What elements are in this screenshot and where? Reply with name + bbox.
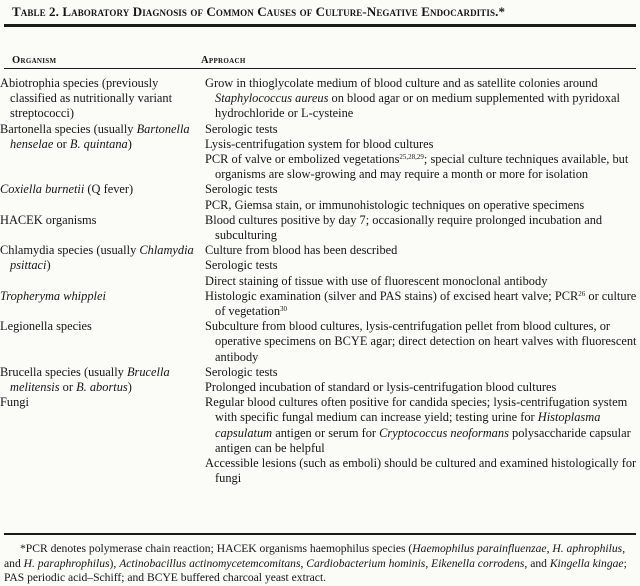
table-row (0, 289, 640, 319)
table-row (0, 122, 640, 183)
approach-line: Serologic tests (205, 258, 278, 273)
table-row (0, 395, 640, 486)
header-rule (4, 68, 636, 69)
approach-cell (203, 213, 640, 243)
approach-cell (203, 122, 640, 183)
approach-cell (203, 289, 640, 319)
organism-cell: Abiotrophia species (previously classified as nutritionally variant streptococci) (0, 76, 173, 121)
approach-cell (203, 76, 640, 122)
approach-cell (203, 395, 640, 486)
header-organism: Organism (12, 55, 57, 66)
organism-cell: Tropheryma whipplei (0, 288, 106, 303)
approach-cell (203, 319, 640, 365)
approach-line: Regular blood cultures often positive for candida species; lysis-centrifugation system with specific fungal medium can increase yield; testing urine for Histoplasma capsulatum antigen or serum for Cryptococcus neoformans polysaccharide capsular antigen can be helpful (205, 395, 631, 455)
approach-line: Lysis-centrifugation system for blood cultures (205, 136, 434, 151)
approach-line: Accessible lesions (such as emboli) should be cultured and examined histologically for fungi (205, 456, 637, 486)
table-row (0, 243, 640, 289)
organism-cell: HACEK organisms (0, 212, 97, 227)
approach-line: Grow in thioglycolate medium of blood culture and as satellite colonies around Staphylococcus aureus on blood agar or on medium supplemented with pyridoxal hydrochloride or L-cysteine (205, 76, 620, 121)
table-row (0, 213, 640, 243)
table-title: Table 2. Laboratory Diagnosis of Common Causes of Culture-Negative Endocarditis.* (12, 4, 506, 19)
table-row (0, 76, 640, 122)
table-row (0, 182, 640, 212)
table-body (0, 76, 640, 486)
organism-cell: Bartonella species (usually Bartonella henselae or B. quintana) (0, 121, 190, 151)
approach-line: Serologic tests (205, 121, 278, 136)
organism-cell: Coxiella burnetii (Q fever) (0, 182, 134, 197)
approach-line: Histologic examination (silver and PAS stains) of excised heart valve; PCR$^{26}$ or culture of vegetation$^{30}$ (205, 288, 637, 319)
organism-cell: Brucella species (usually Brucella melitensis or B. abortus) (0, 364, 170, 395)
approach-cell (203, 365, 640, 395)
organism-cell: Chlamydia species (usually Chlamydia psittaci) (0, 243, 194, 273)
approach-line: Serologic tests (205, 364, 278, 379)
approach-line: Prolonged incubation of standard or lysis-centrifugation blood cultures (205, 380, 557, 395)
approach-cell (203, 243, 640, 289)
approach-line: Direct staining of tissue with use of fluorescent monoclonal antibody (205, 273, 548, 288)
header-approach: Approach (201, 55, 246, 66)
approach-cell (203, 182, 640, 212)
approach-line: PCR, Giemsa stain, or immunohistologic techniques on operative specimens (205, 197, 585, 212)
organism-cell: Fungi (0, 395, 29, 410)
organism-cell: Legionella species (0, 319, 92, 334)
bottom-rule (4, 533, 636, 535)
table-row (0, 319, 640, 365)
table-footnote: *PCR denotes polymerase chain reaction; HACEK organisms haemophilus species (Haemophilus parainfluenzae, H. aphrophilus, and H. paraphrophilus), Actinobacillus actinomycetemcomitans, Cardiobacterium hominis, Eikenella corrodens, and Kingella kingae; PAS periodic acid–Schiff; and BCYE buffered charcoal yeast extract. (4, 542, 627, 584)
top-rule (4, 24, 636, 27)
approach-line: Subculture from blood cultures, lysis-centrifugation pellet from blood cultures, or operative specimens on BCYE agar; direct detection on heart valves with fluorescent antibody (205, 319, 637, 364)
approach-line: Serologic tests (205, 182, 278, 197)
approach-line: Blood cultures positive by day 7; occasionally require prolonged incubation and subculturing (205, 212, 603, 243)
table-row (0, 365, 640, 395)
approach-line: Culture from blood has been described (205, 243, 398, 258)
approach-line: PCR of valve or embolized vegetations$^{25,28,29}$; special culture techniques available, but organisms are slow-growing and may require a month or more for isolation (205, 152, 629, 182)
